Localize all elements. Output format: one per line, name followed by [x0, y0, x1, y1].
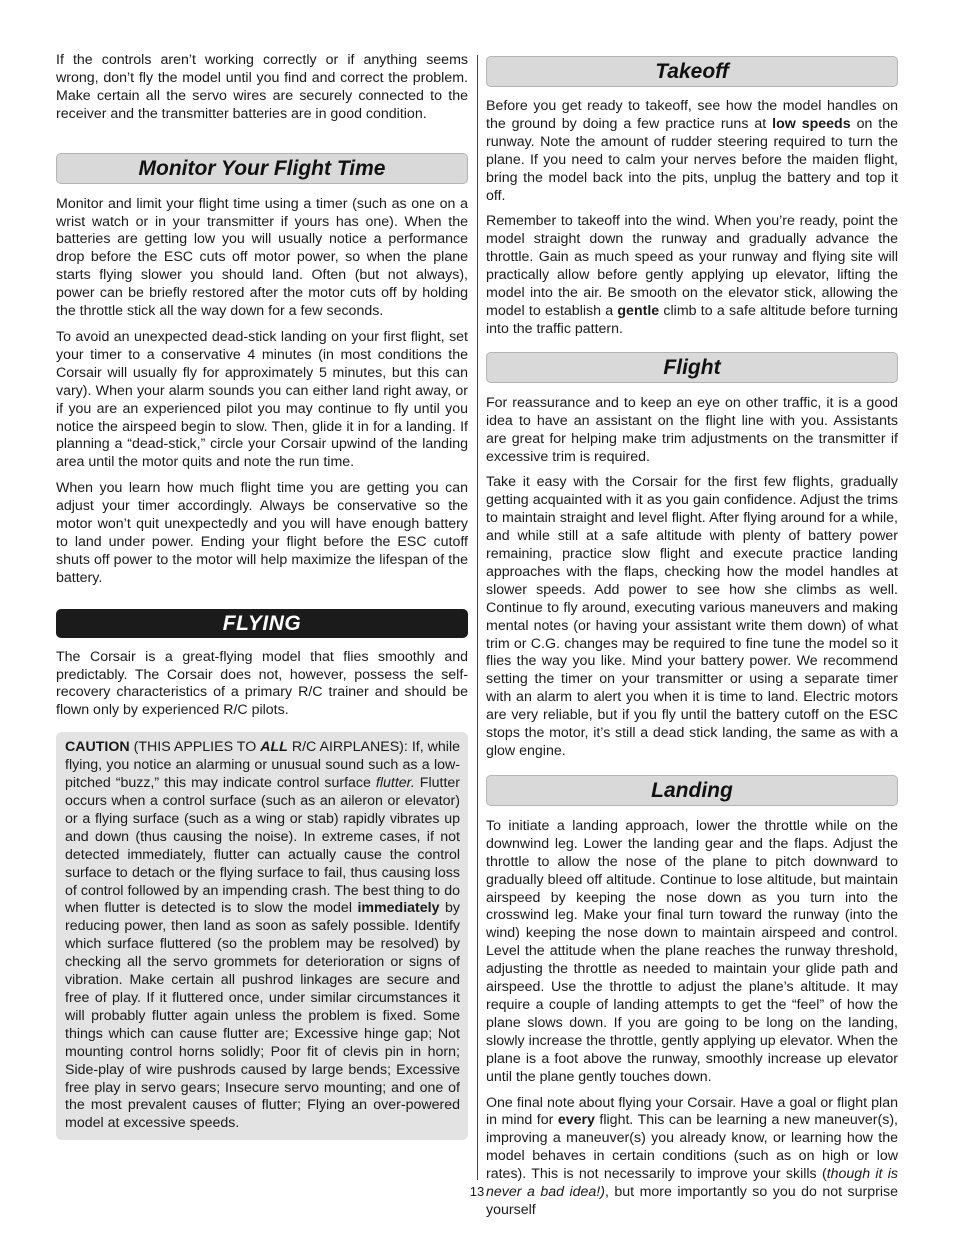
caution-box: [56, 732, 468, 1140]
caution-flutter: flutter.: [375, 775, 415, 792]
column-divider: [477, 55, 478, 1180]
monitor-flight-time-heading: Monitor Your Flight Time: [56, 153, 468, 184]
caution-all: ALL: [260, 739, 288, 756]
monitor-paragraph-3: When you learn how much flight time you are getting you can adjust your timer accordingly. Always be conservative so the motor won’t quit unexpectedly and you will have enough battery to land under power. Ending your flight before the ESC cutoff shuts off power to the motor will help maximize the lifespan of the battery.: [56, 480, 468, 586]
flight-paragraph-1: For reassurance and to keep an eye on other traffic, it is a good idea to have an assistant on the flight line with you. Assistants are great for helping make trim adjustments on the transmitter if excessive trim is required.: [486, 394, 898, 465]
monitor-paragraph-2: To avoid an unexpected dead-stick landing on your first flight, set your timer to a conservative 4 minutes (in most conditions the Corsair will usually fly for approximately 5 minutes, but this can vary). When your alarm sounds you can either land right away, or if you are an experienced pilot you may continue to fly until you notice the airspeed begin to slow. Then, glide it in for a landing. If planning a “dead-stick,” circle your Corsair upwind of the landing area until the motor quits and note the run time.: [56, 328, 468, 471]
flying-heading: FLYING: [56, 609, 468, 638]
flight-paragraph-2: Take it easy with the Corsair for the first few flights, gradually getting acquainted with it as you gain confidence. Adjust the trims to maintain straight and level flight. After flying around for a while, and while still at a safe altitude with plenty of battery power remaining, practice slow flight and execute practice landing approaches with the flaps, checking how the model handles at slower speeds. Add power to see how she climbs as well. Continue to fly around, executing various maneuvers and making mental notes (or having your assistant write them down) of what trim or C.G. changes may be required to fine tune the model so it flies the way you like. Mind your battery power. We recommend setting the timer on your transmitter or using a separate timer with an alarm to alert you when it is time to land. Electric motors are very reliable, but if you fly until the battery cutoff on the ESC stops the motor, it’s still a dead stick landing, the same as with a glow engine.: [486, 474, 898, 759]
takeoff-paragraph-2: Remember to takeoff into the wind. When you’re ready, point the model straight down the runway and gradually advance the throttle. Gain as much speed as your runway and flying site will practically allow before gently applying up elevator, lifting the model into the air. Be smooth on the elevator stick, allowing the model to establish a gentle climb to a safe altitude before turning into the traffic pattern.: [486, 213, 898, 337]
intro-paragraph: If the controls aren’t working correctly or if anything seems wrong, don’t fly the model until you find and correct the problem. Make certain all the servo wires are securely connected to the receiver and the transmitter batteries are in good condition.: [56, 52, 468, 122]
landing-paragraph-1: To initiate a landing approach, lower the throttle while on the downwind leg. Lower the landing gear and the flaps. Adjust the throttle to allow the nose of the plane to pitch downward to gradually bleed off altitude. Continue to lose altitude, but maintain airspeed by keeping the nose down as you turn into the crosswind leg. Make your final turn toward the runway (into the wind) keeping the nose down to maintain airspeed and control. Level the attitude when the plane reaches the runway threshold, adjusting the throttle as needed to maintain your glide path and airspeed. Use the throttle to adjust the plane’s altitude. It may require a couple of landing attempts to get the “feel” of how the plane slows down. If you are going to be long on the landing, slowly increase the throttle, gently applying up elevator. When the plane is a foot above the runway, smoothly increase up elevator until the plane gently touches down.: [486, 817, 898, 1085]
right-column: [486, 52, 898, 1228]
flight-heading: Flight: [486, 352, 898, 383]
takeoff-paragraph-1: Before you get ready to takeoff, see how the model handles on the ground by doing a few practice runs at low speeds on the runway. Note the amount of rudder steering required to turn the plane. If you need to calm your nerves before the maiden flight, bring the model back into the pits, unplug the battery and top it off.: [486, 98, 899, 204]
left-column: [56, 52, 468, 1140]
caution-text: CAUTION (THIS APPLIES TO ALL R/C AIRPLANES): If, while flying, you notice an alarming or unusual sound such as a low-pitched “buzz,” this may indicate control surface flutter. Flutter occurs when a control surface (such as an aileron or elevator) or a flying surface (such as a wing or stab) rapidly vibrates up and down (thus causing the noise). In extreme cases, if not detected immediately, flutter can actually cause the control surface to detach or the flying surface to fail, thus causing loss of control followed by an impending crash. The best thing to do when flutter is detected is to slow the model immediately by reducing power, then land as soon as safely possible. Identify which surface fluttered (so the problem may be resolved) by checking all the servo grommets for deterioration or signs of vibration. Make certain all pushrod linkages are secure and free of play. If it fluttered once, under similar circumstances it will probably flutter again unless the problem is fixed. Some things which can cause flutter are; Excessive hinge gap; Not mounting control horns solidly; Poor fit of clevis pin in horn; Side-play of wire pushrods caused by large bends; Excessive free play in servo gears; Insecure servo mounting; and one of the most prevalent causes of flutter; Flying an over-powered model at excessive speeds.: [65, 739, 461, 1132]
flying-paragraph-1: The Corsair is a great-flying model that flies smoothly and predictably. The Corsair does not, however, possess the self-recovery characteristics of a primary R/C trainer and should be flown only by experienced R/C pilots.: [56, 648, 468, 719]
monitor-paragraph-1: Monitor and limit your flight time using a timer (such as one on a wrist watch or in your transmitter if yours has one). When the batteries are getting low you will usually notice a performance drop before the ESC cuts off motor power, so when the plane starts flying slower you should land. Often (but not always), power can be briefly restored after the motor cuts off by holding the throttle stick all the way down for a few seconds.: [56, 195, 468, 320]
caution-immediately: immediately: [357, 900, 440, 917]
takeoff-heading: Takeoff: [486, 56, 898, 87]
caution-label: CAUTION: [65, 739, 130, 756]
landing-heading: Landing: [486, 775, 898, 806]
landing-paragraph-2: One final note about flying your Corsair. Have a goal or flight plan in mind for every flight. This can be learning a new maneuver(s), improving a maneuver(s) you already know, or learning how the model behaves in certain conditions (such as on high or low rates). This is not necessarily to improve your skills (though it is never a bad idea!), but more importantly so you do not surprise yourself: [486, 1094, 899, 1218]
page-number: 13: [469, 1184, 485, 1199]
